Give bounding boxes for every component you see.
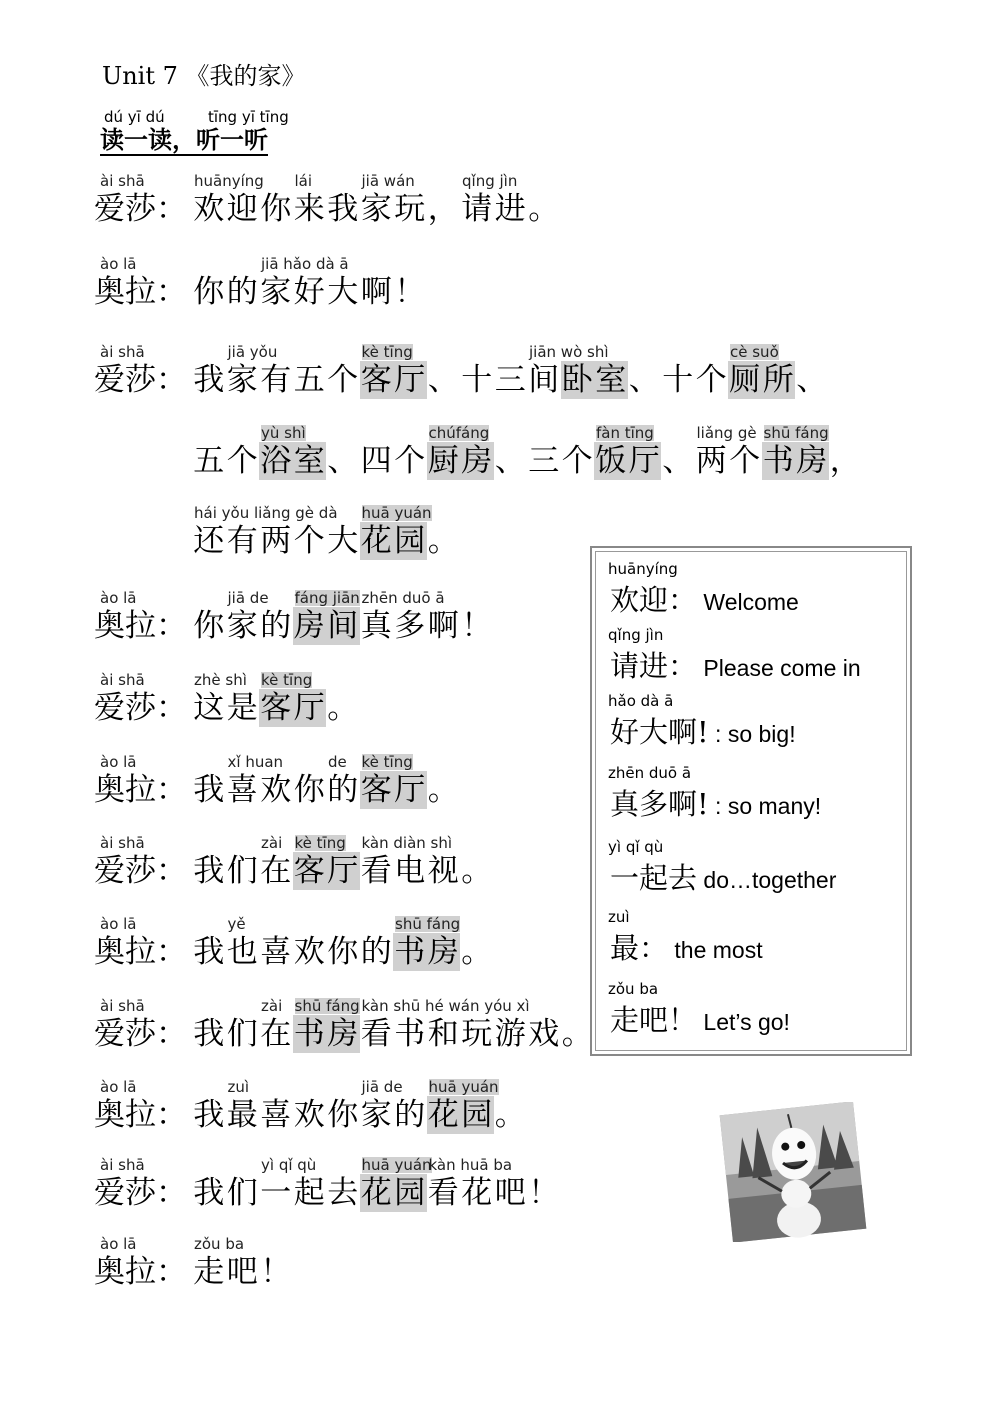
pinyin-annotation: kàn shū hé wán yóu xì (361, 997, 530, 1015)
pinyin-annotation: cè suǒ (730, 343, 779, 361)
vocab-item (610, 998, 790, 1039)
dialogue-line: 我们在客厅看电视。 (193, 853, 493, 889)
pinyin-annotation: zài (261, 997, 283, 1015)
pinyin-annotation: xǐ huan (227, 753, 284, 771)
speaker-pinyin: ào lā (100, 255, 137, 273)
pinyin-annotation: fáng jiān (294, 589, 360, 607)
pinyin-annotation: zuì (227, 1078, 250, 1096)
dialogue-line: 还有两个大花园。 (193, 523, 459, 559)
vocab-english: : so many! (708, 793, 822, 819)
vocab-english: Welcome (697, 589, 799, 615)
pinyin-annotation: qǐng jìn (462, 172, 518, 190)
vocab-english: do…together (697, 867, 837, 893)
vocab-item (610, 856, 836, 897)
pinyin-annotation: liǎng gè (696, 424, 757, 442)
vocab-english: Let’s go! (697, 1009, 790, 1035)
pinyin-annotation: jiān wò shì (529, 343, 609, 361)
vocab-pinyin: huānyíng (608, 560, 678, 578)
olaf-snowman-picture (718, 1102, 868, 1242)
speaker-name: 奥拉： (94, 934, 187, 970)
vocabulary-box (590, 546, 912, 1056)
vocab-item (610, 578, 799, 619)
speaker-pinyin: ài shā (100, 834, 145, 852)
vocab-pinyin: hǎo dà ā (608, 692, 674, 710)
vocab-item (610, 710, 796, 751)
dialogue-line: 我家有五个客厅、十三间卧室、十个厕所、 (193, 362, 828, 398)
pinyin-annotation: yě (227, 915, 246, 933)
heading-text: 读一读，听一听 (100, 125, 268, 154)
pinyin-annotation: jiā wán (361, 172, 415, 190)
dialogue-line: 我也喜欢你的书房。 (193, 934, 493, 970)
vocab-pinyin: zuì (608, 908, 630, 926)
pinyin-annotation: shū fáng (294, 997, 360, 1015)
pinyin-annotation: huā yuán (428, 1078, 499, 1096)
pinyin-annotation: jiā de (227, 589, 269, 607)
vocab-pinyin: zhēn duō ā (608, 764, 692, 782)
dialogue-line: 这是客厅。 (193, 690, 359, 726)
vocab-item (610, 644, 861, 685)
speaker-pinyin: ào lā (100, 1078, 137, 1096)
speaker-pinyin: ài shā (100, 343, 145, 361)
vocab-chinese: 走吧！ (610, 1003, 698, 1037)
pinyin-annotation: yì qǐ qù (261, 1156, 317, 1174)
vocab-english: Please come in (697, 655, 861, 681)
dialogue-line: 你的家好大啊！ (193, 274, 426, 310)
pinyin-annotation: zài (261, 834, 283, 852)
speaker-pinyin: ào lā (100, 1235, 137, 1253)
vocab-chinese: 好大啊! (610, 715, 709, 749)
speaker-name: 奥拉： (94, 608, 187, 644)
vocab-pinyin: yì qǐ qù (608, 838, 664, 856)
speaker-pinyin: ài shā (100, 671, 145, 689)
pinyin-annotation: jiā hǎo dà ā (261, 255, 349, 273)
heading-pinyin-listen: tīng yī tīng (208, 108, 289, 126)
speaker-pinyin: ào lā (100, 915, 137, 933)
dialogue-line: 我喜欢你的客厅。 (193, 772, 459, 808)
pinyin-annotation: de (328, 753, 347, 771)
pinyin-annotation: huānyíng (194, 172, 264, 190)
speaker-name: 奥拉： (94, 1097, 187, 1133)
speaker-pinyin: ài shā (100, 172, 145, 190)
dialogue-line: 我们在书房看书和玩游戏。 (193, 1016, 593, 1052)
speaker-name: 奥拉： (94, 1254, 187, 1290)
vocab-chinese: 最： (610, 931, 669, 965)
vocab-item (610, 782, 821, 823)
pinyin-annotation: kè tīng (261, 671, 313, 689)
dialogue-line: 五个浴室、四个厨房、三个饭厅、两个书房， (193, 443, 861, 479)
pinyin-annotation: chúfáng (428, 424, 490, 442)
vocab-english: the most (668, 937, 763, 963)
pinyin-annotation: zǒu ba (194, 1235, 245, 1253)
speaker-pinyin: ài shā (100, 997, 145, 1015)
pinyin-annotation: jiā de (361, 1078, 403, 1096)
page-title: Unit 7 《我的家》 (102, 62, 306, 90)
pinyin-annotation: huā yuán (361, 504, 432, 522)
dialogue-line: 欢迎你来我家玩，请进。 (193, 191, 560, 227)
pinyin-annotation: hái yǒu liǎng gè dà (194, 504, 338, 522)
pinyin-annotation: kàn diàn shì (361, 834, 453, 852)
pinyin-annotation: jiā yǒu (227, 343, 278, 361)
pinyin-annotation: kè tīng (361, 753, 413, 771)
dialogue-line: 我最喜欢你家的花园。 (193, 1097, 526, 1133)
pinyin-annotation: shū fáng (763, 424, 829, 442)
dialogue-line: 你家的房间真多啊！ (193, 608, 493, 644)
speaker-name: 爱莎： (94, 191, 187, 227)
speaker-name: 爱莎： (94, 853, 187, 889)
heading-pinyin-read: dú yī dú (104, 108, 165, 126)
speaker-name: 奥拉： (94, 274, 187, 310)
speaker-name: 奥拉： (94, 772, 187, 808)
vocab-chinese: 欢迎： (610, 583, 698, 617)
vocab-pinyin: zǒu ba (608, 980, 659, 998)
dialogue-line: 走吧！ (193, 1254, 292, 1290)
vocab-english: : so big! (708, 721, 796, 747)
speaker-pinyin: ào lā (100, 589, 137, 607)
speaker-name: 爱莎： (94, 1175, 187, 1211)
speaker-pinyin: ài shā (100, 1156, 145, 1174)
speaker-name: 爱莎： (94, 1016, 187, 1052)
pinyin-annotation: huā yuán (361, 1156, 432, 1174)
speaker-pinyin: ào lā (100, 753, 137, 771)
pinyin-annotation: fàn tīng (596, 424, 654, 442)
dialogue-line: 我们一起去花园看花吧！ (193, 1175, 560, 1211)
vocab-chinese: 真多啊! (610, 787, 709, 821)
pinyin-annotation: zhēn duō ā (361, 589, 445, 607)
speaker-name: 爱莎： (94, 690, 187, 726)
pinyin-annotation: lái (294, 172, 313, 190)
pinyin-annotation: zhè shì (194, 671, 247, 689)
pinyin-annotation: yù shì (261, 424, 306, 442)
pinyin-annotation: kè tīng (294, 834, 346, 852)
vocab-pinyin: qǐng jìn (608, 626, 664, 644)
pinyin-annotation: kàn huā ba (428, 1156, 513, 1174)
pinyin-annotation: kè tīng (361, 343, 413, 361)
vocab-chinese: 请进： (610, 649, 698, 683)
vocab-chinese: 一起去 (610, 861, 698, 895)
speaker-name: 爱莎： (94, 362, 187, 398)
vocab-item (610, 926, 763, 967)
pinyin-annotation: shū fáng (395, 915, 461, 933)
